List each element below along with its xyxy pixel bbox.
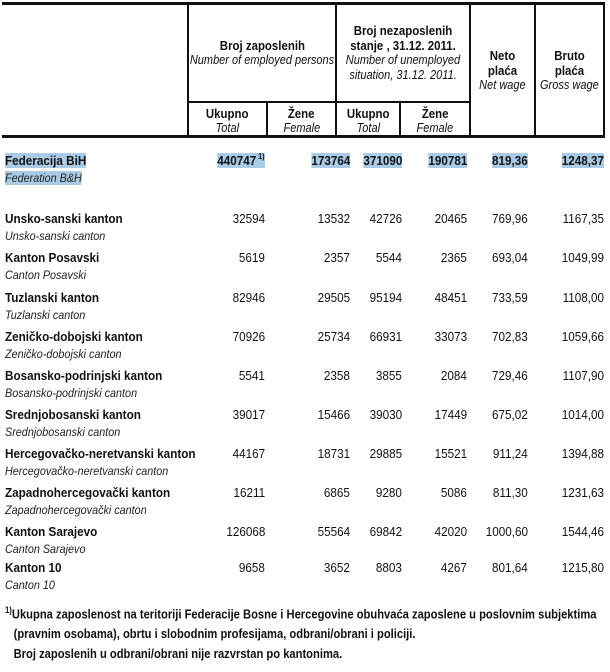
employed-female: 18731 — [317, 446, 350, 461]
row-name-en: Canton Sarajevo — [5, 542, 86, 556]
header-net-wage: Neto plaća Net wage — [479, 47, 526, 92]
row-name: Srednjobosanski kanton — [5, 407, 141, 422]
employed-total: 32594 — [232, 211, 265, 226]
row-name: Federacija BiH — [5, 153, 87, 168]
net-wage: 911,24 — [493, 446, 528, 461]
employed-total: 126068 — [225, 524, 265, 539]
row-name: Zeničko-dobojski kanton — [5, 329, 143, 344]
table-row-federation — [0, 153, 610, 191]
net-wage: 819,36 — [492, 153, 528, 168]
row-name-en: Bosansko-podrinjski canton — [5, 386, 138, 400]
gross-wage: 1544,46 — [561, 524, 604, 539]
unemployed-total: 42726 — [369, 211, 402, 226]
unemployed-total: 69842 — [369, 524, 402, 539]
table-row — [0, 560, 610, 598]
employed-female: 2358 — [323, 368, 350, 383]
unemployed-total: 95194 — [369, 290, 402, 305]
unemployed-total: 371090 — [362, 153, 402, 168]
gross-wage: 1394,88 — [561, 446, 604, 461]
employed-total: 70926 — [232, 329, 265, 344]
table-header — [2, 2, 605, 138]
table-row — [0, 211, 610, 249]
footnote-mark: 1) — [5, 605, 12, 615]
table-row — [0, 446, 610, 484]
header-unemployed-total: Ukupno Total — [346, 106, 390, 135]
net-wage: 675,02 — [492, 407, 528, 422]
employed-total: 82946 — [232, 290, 265, 305]
gross-wage: 1014,00 — [561, 407, 604, 422]
row-name-en: Tuzlanski canton — [5, 308, 86, 322]
row-name-en: Unsko-sanski canton — [5, 229, 106, 243]
unemployed-total: 9280 — [375, 485, 402, 500]
net-wage: 801,64 — [492, 560, 528, 575]
header-unemployed: Broj nezaposlenih stanje , 31.12. 2011. Number of unemployed situation, 31.12. 2011. — [345, 23, 461, 82]
gross-wage: 1108,00 — [562, 290, 604, 305]
row-name: Hercegovačko-neretvanski kanton — [5, 446, 196, 461]
header-employed-female: Žene Female — [283, 106, 320, 135]
row-name-en: Zeničko-dobojski canton — [5, 347, 122, 361]
footnote-mark: 1) — [258, 152, 265, 161]
header-gross-wage: Bruto plaća Gross wage — [540, 47, 599, 92]
unemployed-total: 5544 — [375, 250, 402, 265]
unemployed-female: 20465 — [434, 211, 467, 226]
employed-female: 55564 — [317, 524, 350, 539]
unemployed-total: 3855 — [375, 368, 402, 383]
row-name: Zapadnohercegovački kanton — [5, 485, 171, 500]
row-name: Kanton 10 — [5, 560, 62, 575]
row-name-en: Hercegovačko-neretvanski canton — [5, 464, 169, 478]
row-name: Kanton Sarajevo — [5, 524, 98, 539]
header-unemployed-female: Žene Female — [416, 106, 454, 135]
row-name: Kanton Posavski — [5, 250, 100, 265]
footnote: $^{1)}$Ukupna zaposlenost na teritoriji Federacije Bosne i Hercegovine obuhvaća zaposlene u poslovnim subjektima (pravnim osobama), obrtu i slobodnim profesijama, odbrani/obrani i policiji. Broj zaposlenih u odbrani/obrani nije razvrstan po kantonima. — [5, 605, 597, 662]
unemployed-female: 4267 — [440, 560, 467, 575]
net-wage: 702,83 — [492, 329, 528, 344]
unemployed-female: 33073 — [434, 329, 467, 344]
table-row — [0, 250, 610, 288]
table-row — [0, 524, 610, 562]
unemployed-total: 8803 — [375, 560, 402, 575]
employed-total: 39017 — [232, 407, 265, 422]
table-row — [0, 407, 610, 445]
employed-female: 2357 — [323, 250, 350, 265]
employed-female: 173764 — [310, 153, 350, 168]
employed-female: 6865 — [323, 485, 350, 500]
employed-female: 15466 — [317, 407, 350, 422]
header-employed-total: Ukupno Total — [206, 106, 249, 135]
gross-wage: 1231,63 — [561, 485, 604, 500]
net-wage: 693,04 — [492, 250, 528, 265]
row-name: Unsko-sanski kanton — [5, 211, 123, 226]
employed-total: 440747 $^{1)}$ — [217, 152, 265, 168]
table-row — [0, 290, 610, 328]
row-name-en: Zapadnohercegovački canton — [5, 503, 147, 517]
header-employed: Broj zaposlenih Number of employed persons — [189, 38, 335, 67]
unemployed-female: 48451 — [434, 290, 467, 305]
gross-wage: 1049,99 — [561, 250, 604, 265]
unemployed-female: 2084 — [440, 368, 467, 383]
gross-wage: 1059,66 — [561, 329, 604, 344]
unemployed-female: 5086 — [440, 485, 467, 500]
net-wage: 811,30 — [493, 485, 528, 500]
employed-female: 25734 — [317, 329, 350, 344]
employed-total: 16211 — [233, 485, 265, 500]
employed-female: 3652 — [323, 560, 350, 575]
table-row — [0, 368, 610, 406]
employed-female: 29505 — [317, 290, 350, 305]
employed-total: 5541 — [238, 368, 265, 383]
unemployed-female: 15521 — [434, 446, 467, 461]
gross-wage: 1215,80 — [561, 560, 604, 575]
unemployed-total: 29885 — [369, 446, 402, 461]
unemployed-female: 2365 — [440, 250, 467, 265]
net-wage: 769,96 — [492, 211, 528, 226]
net-wage: 733,59 — [492, 290, 528, 305]
employed-total: 9658 — [238, 560, 265, 575]
employed-total: 44167 — [232, 446, 265, 461]
unemployed-total: 66931 — [369, 329, 402, 344]
employed-female: 13532 — [317, 211, 350, 226]
row-name: Tuzlanski kanton — [5, 290, 100, 305]
unemployed-female: 17449 — [434, 407, 467, 422]
gross-wage: 1107,90 — [562, 368, 604, 383]
unemployed-female: 190781 — [427, 153, 467, 168]
row-name-en: Srednjobosanski canton — [5, 425, 121, 439]
unemployed-total: 39030 — [369, 407, 402, 422]
row-name-en: Canton 10 — [5, 578, 55, 592]
unemployed-female: 42020 — [434, 524, 467, 539]
row-name-en: Canton Posavski — [5, 268, 87, 282]
row-name: Bosansko-podrinjski kanton — [5, 368, 163, 383]
table-row — [0, 329, 610, 367]
row-name-en: Federation B&H — [5, 171, 82, 185]
gross-wage: 1167,35 — [562, 211, 604, 226]
net-wage: 729,46 — [492, 368, 528, 383]
employed-total: 5619 — [238, 250, 265, 265]
table-row — [0, 485, 610, 523]
divider — [603, 5, 605, 135]
net-wage: 1000,60 — [485, 524, 528, 539]
gross-wage: 1248,37 — [561, 153, 604, 168]
